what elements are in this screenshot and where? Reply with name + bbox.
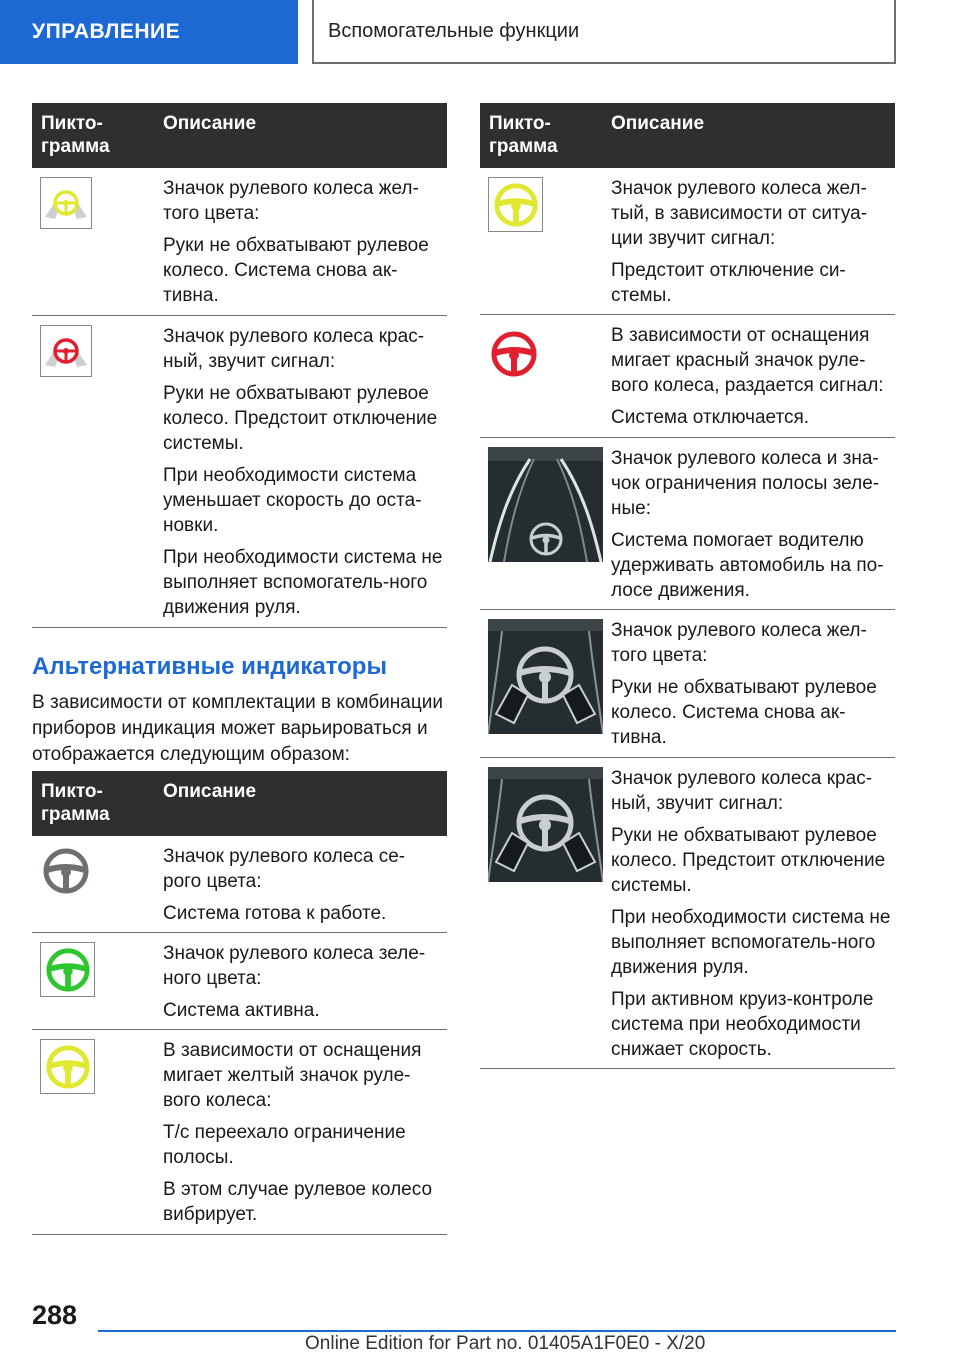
- row-text: Руки не обхватывают рулевое колесо. Система снова ак-тивна.: [611, 677, 877, 748]
- col-pictogram-label: Пикто-: [489, 113, 551, 134]
- lane-steering-display-image: [488, 447, 603, 562]
- table-header: [32, 103, 447, 168]
- col-pictogram-label-2: грамма: [41, 136, 110, 157]
- row-text: Значок рулевого колеса жел-того цвета:: [163, 178, 419, 224]
- col-pictogram-label: Пикто-: [41, 113, 103, 134]
- pictogram-table-left-1: [32, 103, 447, 628]
- steering-wheel-grey-icon: [40, 845, 92, 897]
- row-text: При необходимости система не выполняет вспомогатель-ного движения руля.: [611, 907, 891, 978]
- steering-wheel-yellow-hands-icon: [40, 177, 92, 229]
- pictogram-table-right: [480, 103, 895, 1069]
- row-text: Значок рулевого колеса жел-тый, в зависимости от ситуа-ции звучит сигнал:: [611, 178, 868, 249]
- hands-on-wheel-red-display-image: [488, 767, 603, 882]
- table-row: [32, 933, 447, 1030]
- row-text: Система отключается.: [611, 407, 810, 428]
- row-text: Руки не обхватывают рулевое колесо. Система снова ак-тивна.: [163, 235, 429, 306]
- table-row: [480, 315, 895, 438]
- footer-divider: [98, 1330, 896, 1332]
- row-text: При необходимости система не выполняет вспомогатель-ного движения руля.: [163, 547, 443, 618]
- page-number: 288: [32, 1300, 78, 1330]
- table-row: [32, 168, 447, 316]
- row-text: Руки не обхватывают рулевое колесо. Предстоит отключение системы.: [163, 383, 438, 454]
- steering-wheel-yellow-flashing-icon: [40, 1039, 95, 1094]
- row-text: Значок рулевого колеса се-рого цвета:: [163, 846, 406, 892]
- steering-wheel-red-hands-icon: [40, 325, 92, 377]
- footer-edition: Online Edition for Part no. 01405A1F0E0 - X/20: [305, 1333, 706, 1354]
- section-tab: УПРАВЛЕНИЕ: [0, 0, 298, 64]
- steering-wheel-red-icon: [488, 328, 540, 380]
- table-row: [32, 1030, 447, 1235]
- row-text: Значок рулевого колеса жел-того цвета:: [611, 620, 867, 666]
- col-description-label: Описание: [163, 781, 257, 802]
- col-pictogram-label-2: грамма: [41, 804, 110, 825]
- row-text: В этом случае рулевое колесо вибрирует.: [163, 1179, 433, 1225]
- section-heading: Альтернативные индикаторы: [32, 653, 387, 680]
- row-text: Значок рулевого колеса крас-ный, звучит сигнал:: [611, 768, 873, 814]
- table-row: [480, 758, 895, 1069]
- steering-wheel-green-icon: [40, 942, 95, 997]
- table-header: [480, 103, 895, 168]
- table-row: [32, 836, 447, 933]
- chapter-title: Вспомогательные функции: [312, 0, 896, 64]
- row-text: Система помогает водителю удерживать автомобиль на по-лосе движения.: [611, 530, 884, 601]
- row-text: Значок рулевого колеса и зна-чок ограничения полосы зеле-ные:: [611, 448, 880, 519]
- hands-on-wheel-yellow-display-image: [488, 619, 603, 734]
- row-text: Система активна.: [163, 1000, 320, 1021]
- col-pictogram-label: Пикто-: [41, 781, 103, 802]
- table-row: [480, 610, 895, 758]
- table-row: [480, 168, 895, 315]
- row-text: Т/с переехало ограничение полосы.: [163, 1122, 406, 1168]
- table-header: [32, 771, 447, 836]
- row-text: В зависимости от оснащения мигает красный значок руле-вого колеса, раздается сигнал:: [611, 325, 884, 396]
- section-paragraph: В зависимости от комплектации в комбинации приборов индикация может варьироваться и отображается следующим образом:: [32, 692, 443, 765]
- row-text: Предстоит отключение си-стемы.: [611, 260, 846, 306]
- row-text: Значок рулевого колеса крас-ный, звучит сигнал:: [163, 326, 425, 372]
- row-text: В зависимости от оснащения мигает желтый значок руле-вого колеса:: [163, 1040, 422, 1111]
- col-description-label: Описание: [163, 113, 257, 134]
- row-text: При активном круиз-контроле система при необходимости снижает скорость.: [611, 989, 874, 1060]
- table-row: [480, 438, 895, 610]
- col-description-label: Описание: [611, 113, 705, 134]
- steering-wheel-yellow-icon: [488, 177, 543, 232]
- row-text: Значок рулевого колеса зеле-ного цвета:: [163, 943, 426, 989]
- pictogram-table-left-2: [32, 771, 447, 1235]
- row-text: Система готова к работе.: [163, 903, 387, 924]
- col-pictogram-label-2: грамма: [489, 136, 558, 157]
- table-row: [32, 316, 447, 628]
- row-text: Руки не обхватывают рулевое колесо. Предстоит отключение системы.: [611, 825, 886, 896]
- row-text: При необходимости система уменьшает скорость до оста-новки.: [163, 465, 422, 536]
